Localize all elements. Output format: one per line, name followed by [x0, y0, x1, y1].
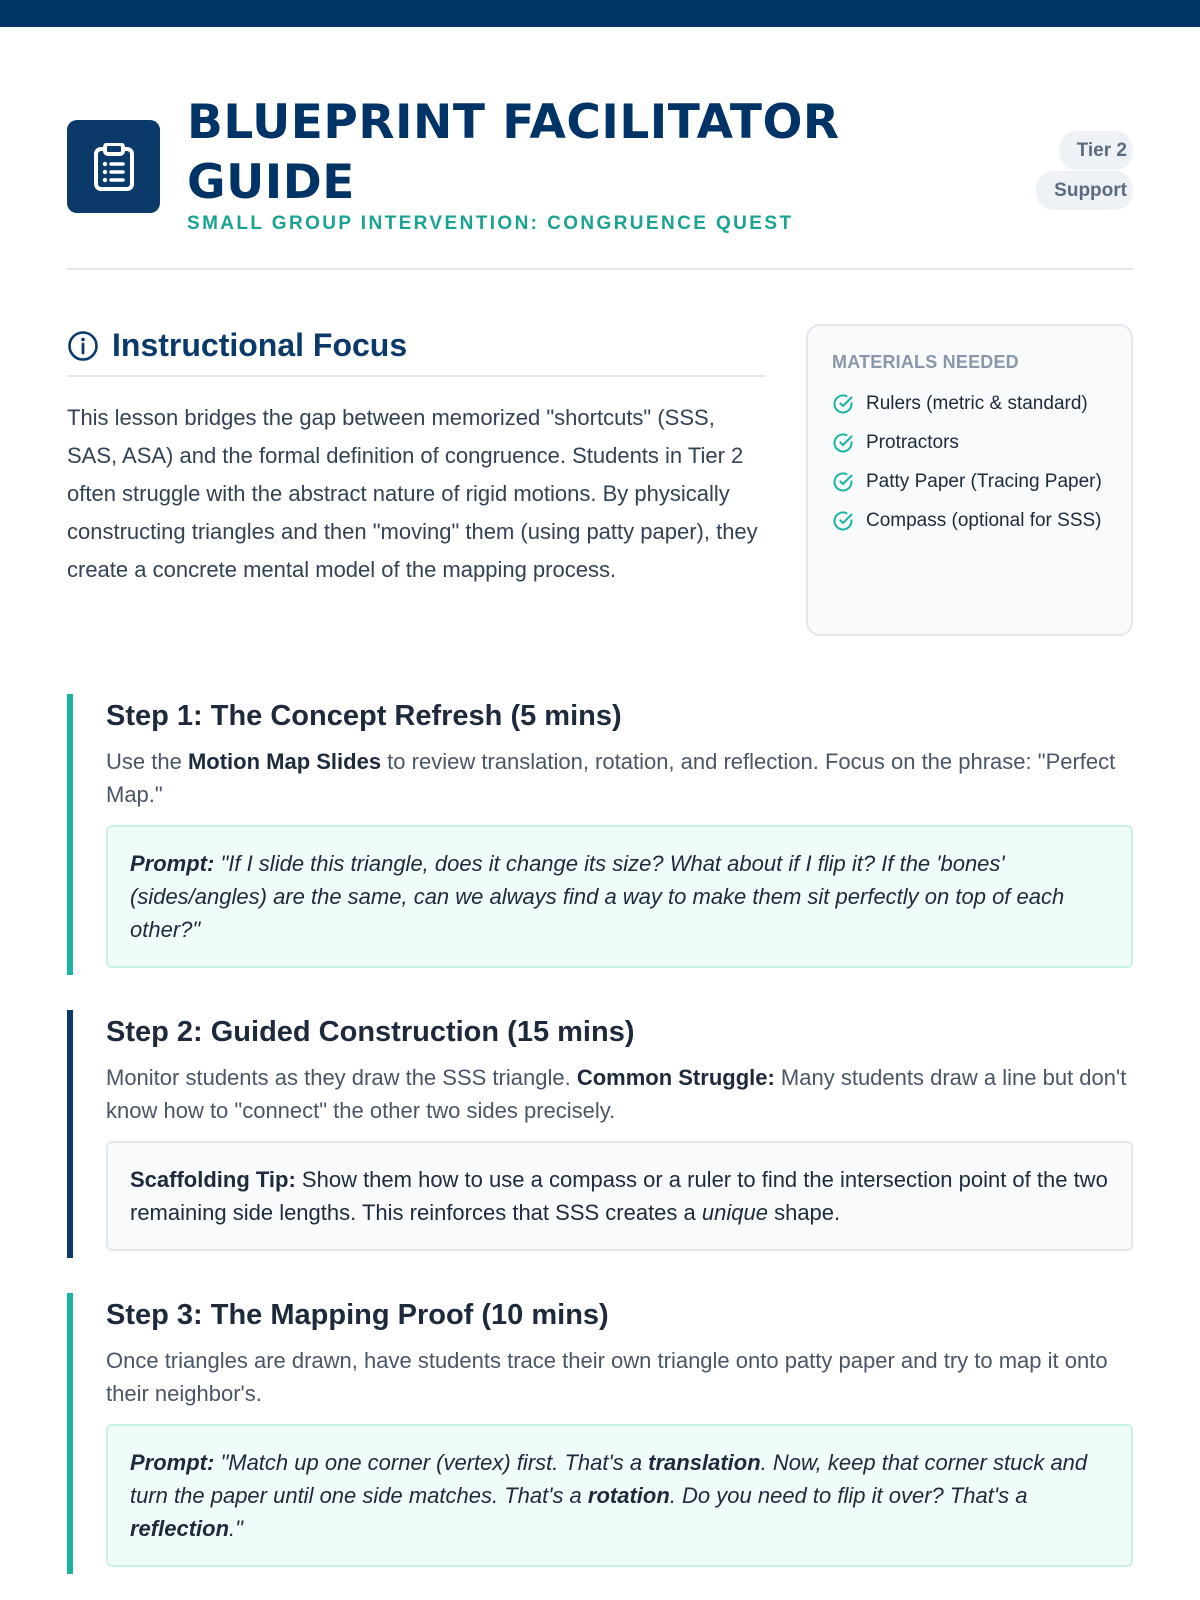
step-title: Step 1: The Concept Refresh (5 mins): [106, 700, 622, 732]
check-circle-icon: [832, 393, 854, 415]
list-item: [832, 469, 1107, 495]
prompt-bold: rotation: [587, 1483, 670, 1508]
material-label: Compass (optional for SSS): [866, 510, 1102, 531]
desc-text: Many students draw a line but don't know how to "connect" the other two sides precisely.: [106, 1065, 1127, 1123]
scaffolding-tip-box: [106, 1141, 1133, 1251]
step-1: [67, 694, 1133, 975]
desc-text: to review translation, rotation, and reflection. Focus on the phrase: "Perfect Map.": [106, 749, 1116, 807]
step-title: Step 2: Guided Construction (15 mins): [106, 1016, 635, 1048]
prompt-bold: reflection: [130, 1516, 230, 1541]
step-3: [67, 1293, 1133, 1574]
list-item: [832, 508, 1107, 534]
step-description: Once triangles are drawn, have students trace their own triangle onto patty paper and try to map it onto their neighbor's.: [106, 1348, 1108, 1406]
desc-bold: Common Struggle:: [576, 1065, 775, 1090]
material-label: Rulers (metric & standard): [866, 393, 1088, 414]
page-title: BLUEPRINT FACILITATOR GUIDE: [187, 95, 840, 210]
instructional-focus-section: [67, 324, 766, 589]
step-description: [106, 1061, 1133, 1127]
top-accent-bar: [0, 0, 1200, 27]
check-circle-icon: [832, 432, 854, 454]
tip-text: shape.: [767, 1200, 841, 1225]
desc-bold: Motion Map Slides: [187, 749, 382, 774]
step-2: [67, 1010, 1133, 1258]
logo: [67, 120, 160, 213]
prompt-label: Prompt:: [130, 1450, 215, 1475]
clipboard-icon: [92, 143, 136, 191]
prompt-box: [106, 825, 1133, 968]
material-label: Protractors: [866, 432, 959, 453]
prompt-label: Prompt:: [130, 851, 215, 876]
material-label: Patty Paper (Tracing Paper): [866, 471, 1102, 492]
tip-text: Show them how to use a compass or a ruler to find the intersection point of the two remaining side lengths. This reinforces that SSS creates a: [130, 1167, 1108, 1225]
prompt-text: . Now, keep that corner stuck and turn the paper until one side matches. That's a: [130, 1450, 1088, 1508]
prompt-box: [106, 1424, 1133, 1567]
header: [67, 27, 1133, 270]
tip-label: Scaffolding Tip:: [130, 1167, 296, 1192]
step-title: Step 3: The Mapping Proof (10 mins): [106, 1299, 609, 1331]
prompt-text: .": [229, 1516, 243, 1541]
page: [67, 27, 1133, 1541]
page-subtitle: SMALL GROUP INTERVENTION: CONGRUENCE QUEST: [187, 213, 794, 234]
check-circle-icon: [832, 471, 854, 493]
info-icon: [67, 330, 99, 362]
desc-text: Use the: [106, 749, 188, 774]
check-circle-icon: [832, 510, 854, 532]
focus-paragraph: This lesson bridges the gap between memorized "shortcuts" (SSS, SAS, ASA) and the formal definition of congruence. Students in Tier 2 often struggle with the abstract nature of rigid motions. By physically constructing triangles and then "moving" them (using patty paper), they create a concrete mental model of the mapping process.: [67, 405, 758, 582]
section-title: Instructional Focus: [112, 327, 408, 363]
step-description: [106, 745, 1133, 811]
list-item: [832, 391, 1107, 417]
prompt-text: "If I slide this triangle, does it change its size? What about if I flip it? If the 'bones' (sides/angles) are the same, can we always find a way to make them sit perfectly on top of each other?": [130, 851, 1065, 942]
list-item: [832, 430, 1107, 456]
tip-emphasis: unique: [701, 1200, 768, 1225]
materials-card: [806, 324, 1133, 636]
materials-heading: MATERIALS NEEDED: [832, 352, 1019, 372]
materials-list: [832, 391, 1107, 534]
section-header: [67, 324, 766, 377]
prompt-text: "Match up one corner (vertex) first. That's a: [214, 1450, 649, 1475]
prompt-text: . Do you need to flip it over? That's a: [669, 1483, 1028, 1508]
tier-badge-label: Tier 2 Support: [1036, 131, 1133, 210]
tier-badge: [1023, 131, 1133, 211]
prompt-bold: translation: [648, 1450, 761, 1475]
desc-text: Monitor students as they draw the SSS triangle.: [106, 1065, 577, 1090]
